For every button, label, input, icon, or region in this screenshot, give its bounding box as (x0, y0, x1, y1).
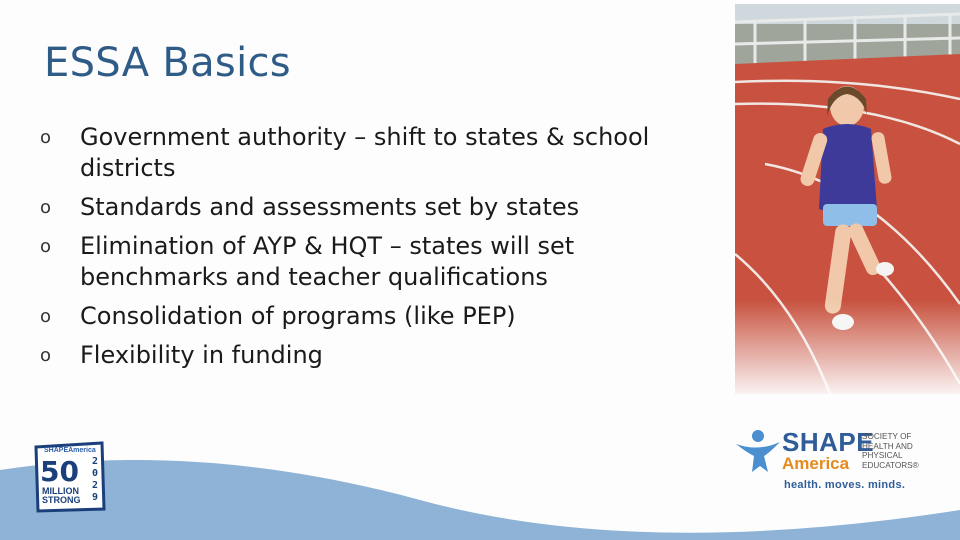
badge-number: 50 (40, 455, 79, 488)
bullet-item (40, 301, 690, 332)
bullet-marker: o (40, 127, 52, 148)
bullet-item (40, 122, 690, 184)
bullet-text: Flexibility in funding (80, 341, 323, 369)
badge-year-digit: 2 (91, 456, 99, 467)
bullet-marker: o (40, 197, 52, 218)
badge-million-strong: MILLION STRONG (42, 486, 81, 505)
badge-year-digit: 0 (91, 468, 99, 479)
badge-year-digit: 2 (91, 480, 99, 491)
photo-fade (735, 300, 960, 400)
shape-america-figure-icon (734, 426, 784, 476)
bullet-item (40, 340, 690, 371)
bullet-text: Government authority – shift to states & school districts (80, 123, 650, 182)
bullet-text: Standards and assessments set by states (80, 193, 580, 221)
badge-year-digit: 9 (91, 492, 99, 503)
bullet-marker: o (40, 345, 52, 366)
bullet-list (40, 122, 690, 379)
badge-year (90, 456, 100, 504)
logo-shape-text: SHAPE (782, 427, 875, 457)
bullet-text: Consolidation of programs (like PEP) (80, 302, 516, 330)
badge-brand: SHAPEAmerica (44, 447, 96, 454)
bullet-item (40, 231, 690, 293)
logo-tagline: health. moves. minds. (784, 479, 906, 491)
logo-society-text: SOCIETY OF HEALTH AND PHYSICAL EDUCATORS® (862, 432, 919, 470)
bullet-text: Elimination of AYP & HQT – states will set benchmarks and teacher qualifications (80, 232, 575, 291)
bullet-marker: o (40, 306, 52, 327)
slide-title: ESSA Basics (44, 40, 291, 86)
logo-america-text: America (782, 454, 850, 473)
bullet-item (40, 192, 690, 223)
bullet-marker: o (40, 236, 52, 257)
